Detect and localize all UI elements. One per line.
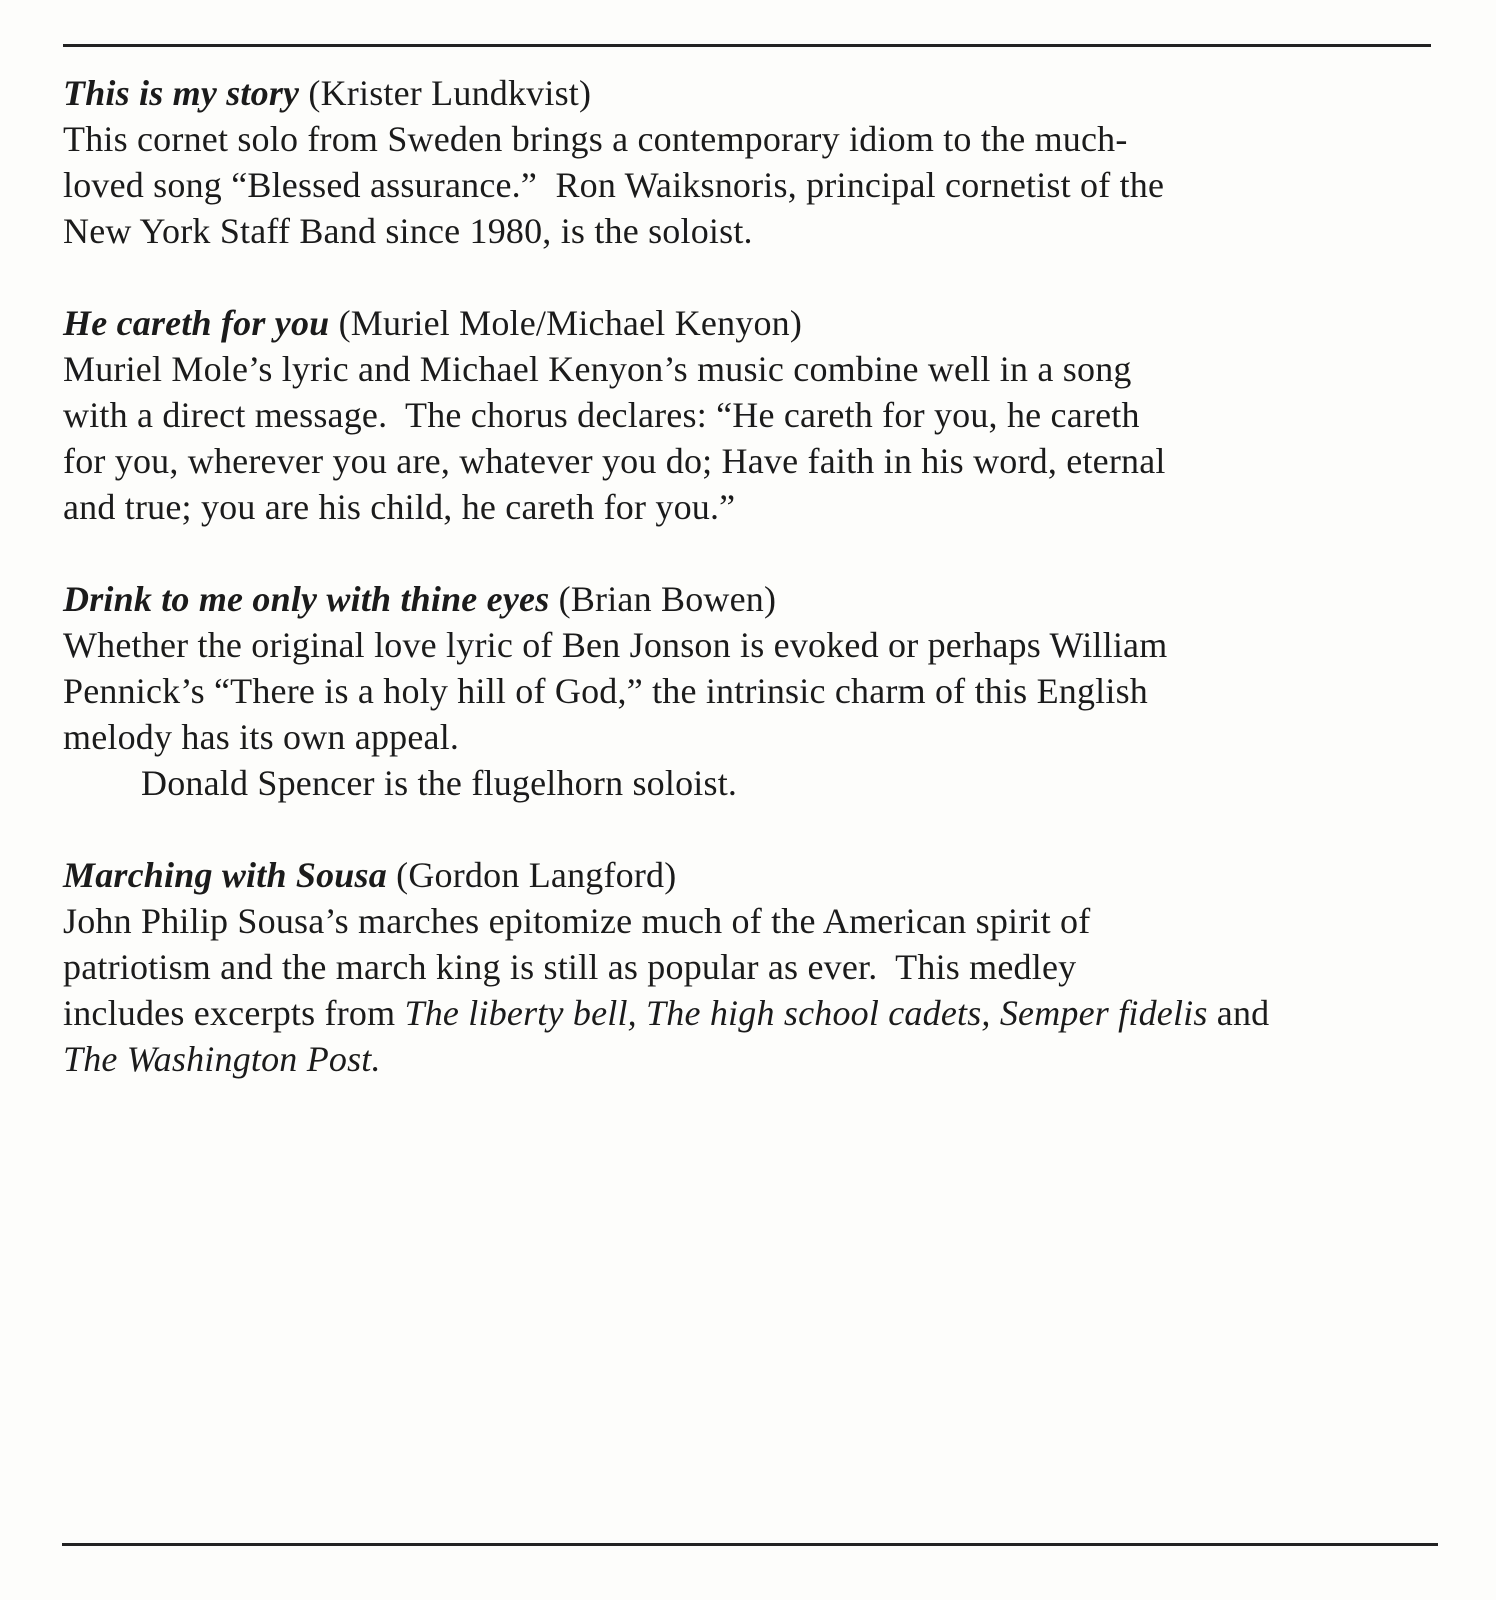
note-line <box>63 668 1443 714</box>
note-line <box>63 484 1443 530</box>
note-text: melody has its own appeal. <box>63 717 460 757</box>
note-line <box>63 714 1443 760</box>
track-title: This is my story <box>63 73 300 113</box>
note-line <box>63 438 1443 484</box>
track-credit: (Gordon Langford) <box>396 855 677 895</box>
track-title: Marching with Sousa <box>63 855 387 895</box>
track-title-line <box>63 300 1443 346</box>
note-line <box>63 116 1443 162</box>
track-credit: (Krister Lundkvist) <box>308 73 592 113</box>
note-text: and true; you are his child, he careth for you.” <box>63 487 736 527</box>
track-credit: (Brian Bowen) <box>558 579 777 619</box>
track-note <box>63 70 1443 254</box>
note-text: loved song “Blessed assurance.” Ron Waiksnoris, principal cornetist of the <box>63 165 1165 205</box>
track-title: He careth for you <box>63 303 330 343</box>
note-line <box>63 944 1443 990</box>
track-title-line <box>63 576 1443 622</box>
note-text: This cornet solo from Sweden brings a contemporary idiom to the much- <box>63 119 1128 159</box>
note-text: New York Staff Band since 1980, is the soloist. <box>63 211 753 251</box>
note-text: John Philip Sousa’s marches epitomize much of the American spirit of <box>63 901 1091 941</box>
track-note <box>63 852 1443 1082</box>
note-line <box>63 622 1443 668</box>
italic-work-title: The liberty bell, The high school cadets, Semper fidelis <box>404 993 1208 1033</box>
note-text: Donald Spencer is the flugelhorn soloist. <box>141 763 738 803</box>
track-note <box>63 300 1443 530</box>
note-text: patriotism and the march king is still as popular as ever. This medley <box>63 947 1077 987</box>
liner-notes <box>63 70 1443 1128</box>
note-line <box>63 898 1443 944</box>
track-title-line <box>63 70 1443 116</box>
note-line <box>63 1036 1443 1082</box>
track-title: Drink to me only with thine eyes <box>63 579 550 619</box>
bottom-rule <box>62 1543 1438 1546</box>
note-text: with a direct message. The chorus declares: “He careth for you, he careth <box>63 395 1140 435</box>
note-text: Whether the original love lyric of Ben Jonson is evoked or perhaps William <box>63 625 1168 665</box>
note-line <box>63 208 1443 254</box>
note-text: Muriel Mole’s lyric and Michael Kenyon’s music combine well in a song <box>63 349 1132 389</box>
note-text: Pennick’s “There is a holy hill of God,” the intrinsic charm of this English <box>63 671 1148 711</box>
note-line <box>63 162 1443 208</box>
note-line <box>63 990 1443 1036</box>
note-text: for you, wherever you are, whatever you do; Have faith in his word, eternal <box>63 441 1166 481</box>
note-text: includes excerpts from <box>63 993 405 1033</box>
italic-work-title: The Washington Post. <box>63 1039 381 1079</box>
track-note <box>63 576 1443 806</box>
top-rule <box>63 44 1431 47</box>
track-title-line <box>63 852 1443 898</box>
note-line <box>63 346 1443 392</box>
track-credit: (Muriel Mole/Michael Kenyon) <box>338 303 803 343</box>
note-text: and <box>1207 993 1270 1033</box>
note-line <box>63 392 1443 438</box>
note-line <box>63 760 1443 806</box>
